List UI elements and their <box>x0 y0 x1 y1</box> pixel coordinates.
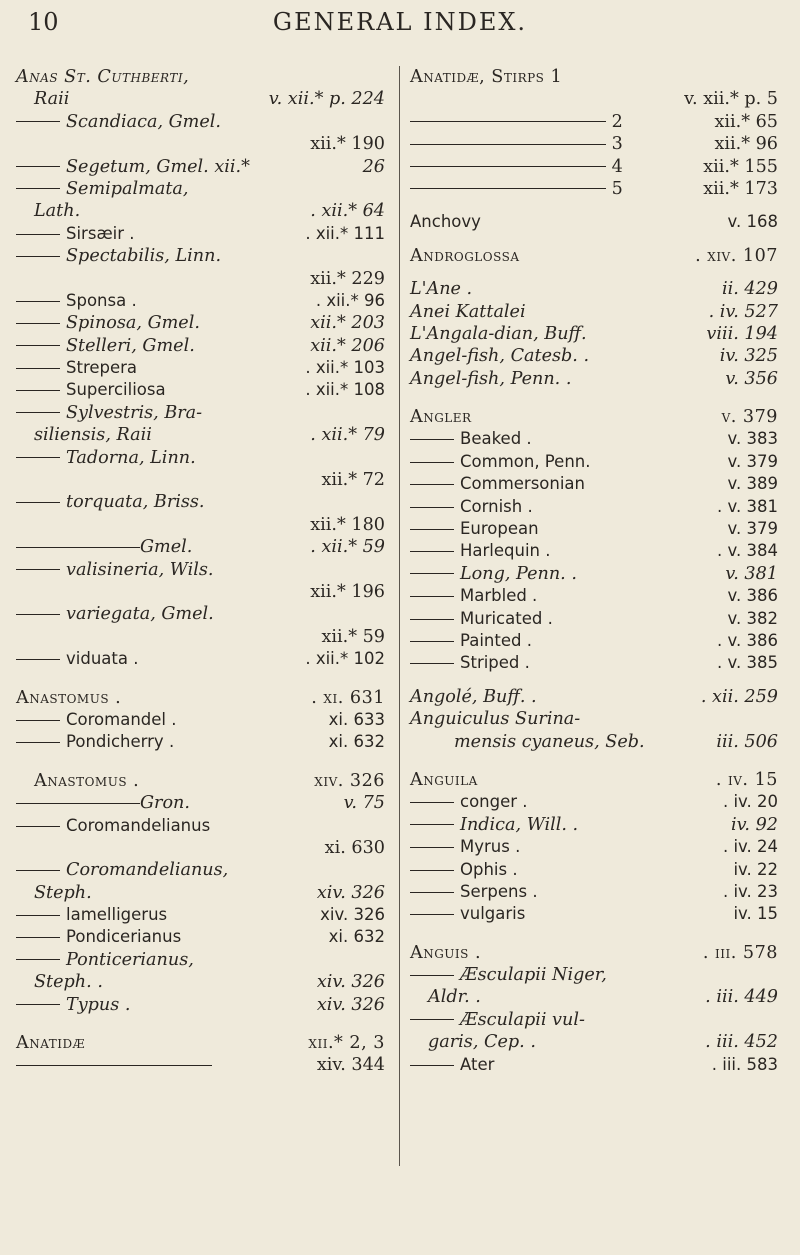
entry: Æsculapii Niger, <box>410 964 784 986</box>
entry: Segetum, Gmel. xii.* 26 <box>16 156 391 178</box>
page-number: 10 <box>28 8 59 36</box>
entry: xii.* 190 <box>310 134 385 155</box>
entry: v. xii.* p. 5 <box>684 89 778 110</box>
index-columns <box>16 66 784 1166</box>
entry: Marbled . v. 386 <box>410 585 784 607</box>
entry: Common, Penn. v. 379 <box>410 451 784 473</box>
entry: mensis cyaneus, Seb. iii. 506 <box>454 731 778 752</box>
entry: Serpens . . iv. 23 <box>410 881 784 903</box>
running-title: GENERAL INDEX. <box>272 8 528 36</box>
entry: xii.* 59 <box>321 626 385 647</box>
entry: garis, Cep. . . iii. 452 <box>428 1032 778 1053</box>
entry: Lath. . xii.* 64 <box>34 201 385 222</box>
entry: siliensis, Raii . xii.* 79 <box>34 425 385 446</box>
entry-heading: Androglossa . xiv. 107 <box>410 245 778 266</box>
entry: Superciliosa . xii.* 108 <box>16 379 391 401</box>
entry: xii.* 196 <box>310 581 385 602</box>
entry-heading: Anastomus . xiv. 326 <box>34 770 385 791</box>
entry: xii.* 72 <box>321 470 385 491</box>
entry: Raii v. xii.* p. 224 <box>34 89 385 110</box>
entry: Anchovy v. 168 <box>410 212 778 232</box>
entry: Æsculapii vul- <box>410 1009 784 1031</box>
entry: Beaked . v. 383 <box>410 428 784 450</box>
entry: Sirsæir . . xii.* 111 <box>16 223 391 245</box>
entry: Scandiaca, Gmel. <box>16 111 391 133</box>
entry: 2 xii.* 65 <box>410 111 784 133</box>
entry: Tadorna, Linn. <box>16 447 391 469</box>
entry: Muricated . v. 382 <box>410 608 784 630</box>
entry: Coromandel . xi. 633 <box>16 709 391 731</box>
entry: Long, Penn. . v. 381 <box>410 563 784 585</box>
entry: Painted . . v. 386 <box>410 630 784 652</box>
entry: Steph. xiv. 326 <box>34 882 385 903</box>
entry: Sylvestris, Bra- <box>16 402 391 424</box>
entry-heading: Angler v. 379 <box>410 407 778 428</box>
entry-heading: Anguila . iv. 15 <box>410 769 778 790</box>
entry: Aldr. . . iii. 449 <box>428 987 778 1008</box>
entry: Coromandelianus <box>16 815 391 837</box>
entry: lamelligerus xiv. 326 <box>16 904 391 926</box>
entry-heading: Anas St. Cuthberti, <box>16 67 190 87</box>
entry: Gmel. . xii.* 59 <box>16 536 391 558</box>
entry: Ponticerianus, <box>16 949 391 971</box>
entry: L'Angala-dian, Buff. viii. 194 <box>410 323 778 344</box>
entry: Cornish . . v. 381 <box>410 496 784 518</box>
entry: Steph. . xiv. 326 <box>34 972 385 993</box>
entry: 4 xii.* 155 <box>410 156 784 178</box>
entry: Angel-fish, Penn. . v. 356 <box>410 368 778 389</box>
entry-heading: Anguis . . iii. 578 <box>410 942 778 963</box>
entry: Anei Kattalei . iv. 527 <box>410 301 778 322</box>
entry: L'Ane . ii. 429 <box>410 279 778 300</box>
entry: Striped . . v. 385 <box>410 652 784 674</box>
entry: 3 xii.* 96 <box>410 133 784 155</box>
entry: Angolé, Buff. . . xii. 259 <box>410 686 778 707</box>
entry: Pondicherry . xi. 632 <box>16 731 391 753</box>
entry: 5 xii.* 173 <box>410 178 784 200</box>
entry-heading: Anatidæ xii.* 2, 3 <box>16 1033 385 1054</box>
entry: valisineria, Wils. <box>16 559 391 581</box>
entry: Strepera . xii.* 103 <box>16 357 391 379</box>
entry: Spinosa, Gmel. xii.* 203 <box>16 312 391 334</box>
entry: xi. 630 <box>324 837 385 858</box>
entry: European v. 379 <box>410 518 784 540</box>
entry: Anguiculus Surina- <box>410 709 581 730</box>
entry: Gron. v. 75 <box>16 792 391 814</box>
entry: Pondicerianus xi. 632 <box>16 926 391 948</box>
entry: Indica, Will. . iv. 92 <box>410 814 784 836</box>
entry: Sponsa . . xii.* 96 <box>16 290 391 312</box>
entry: conger . . iv. 20 <box>410 791 784 813</box>
entry: torquata, Briss. <box>16 491 391 513</box>
entry: Commersonian v. 389 <box>410 473 784 495</box>
entry: Ophis . iv. 22 <box>410 859 784 881</box>
entry: Coromandelianus, <box>16 859 391 881</box>
right-column <box>400 66 784 1166</box>
entry: Spectabilis, Linn. <box>16 245 391 267</box>
entry: xiv. 344 <box>16 1054 391 1076</box>
entry: Semipalmata, <box>16 178 391 200</box>
entry-heading: Anatidæ, Stirps 1 <box>410 67 563 87</box>
entry: xii.* 180 <box>310 514 385 535</box>
entry: Angel-fish, Catesb. . iv. 325 <box>410 346 778 367</box>
entry: Harlequin . . v. 384 <box>410 540 784 562</box>
entry: Stelleri, Gmel. xii.* 206 <box>16 335 391 357</box>
left-column <box>16 66 400 1166</box>
entry: Ater . iii. 583 <box>410 1054 784 1076</box>
entry: vulgaris iv. 15 <box>410 903 784 925</box>
entry-heading: Anastomus . . xi. 631 <box>16 687 385 708</box>
entry: xii.* 229 <box>310 268 385 289</box>
entry: Myrus . . iv. 24 <box>410 836 784 858</box>
entry: viduata . . xii.* 102 <box>16 648 391 670</box>
entry: variegata, Gmel. <box>16 603 391 625</box>
entry: Typus . xiv. 326 <box>16 994 391 1016</box>
page-header <box>16 8 784 44</box>
